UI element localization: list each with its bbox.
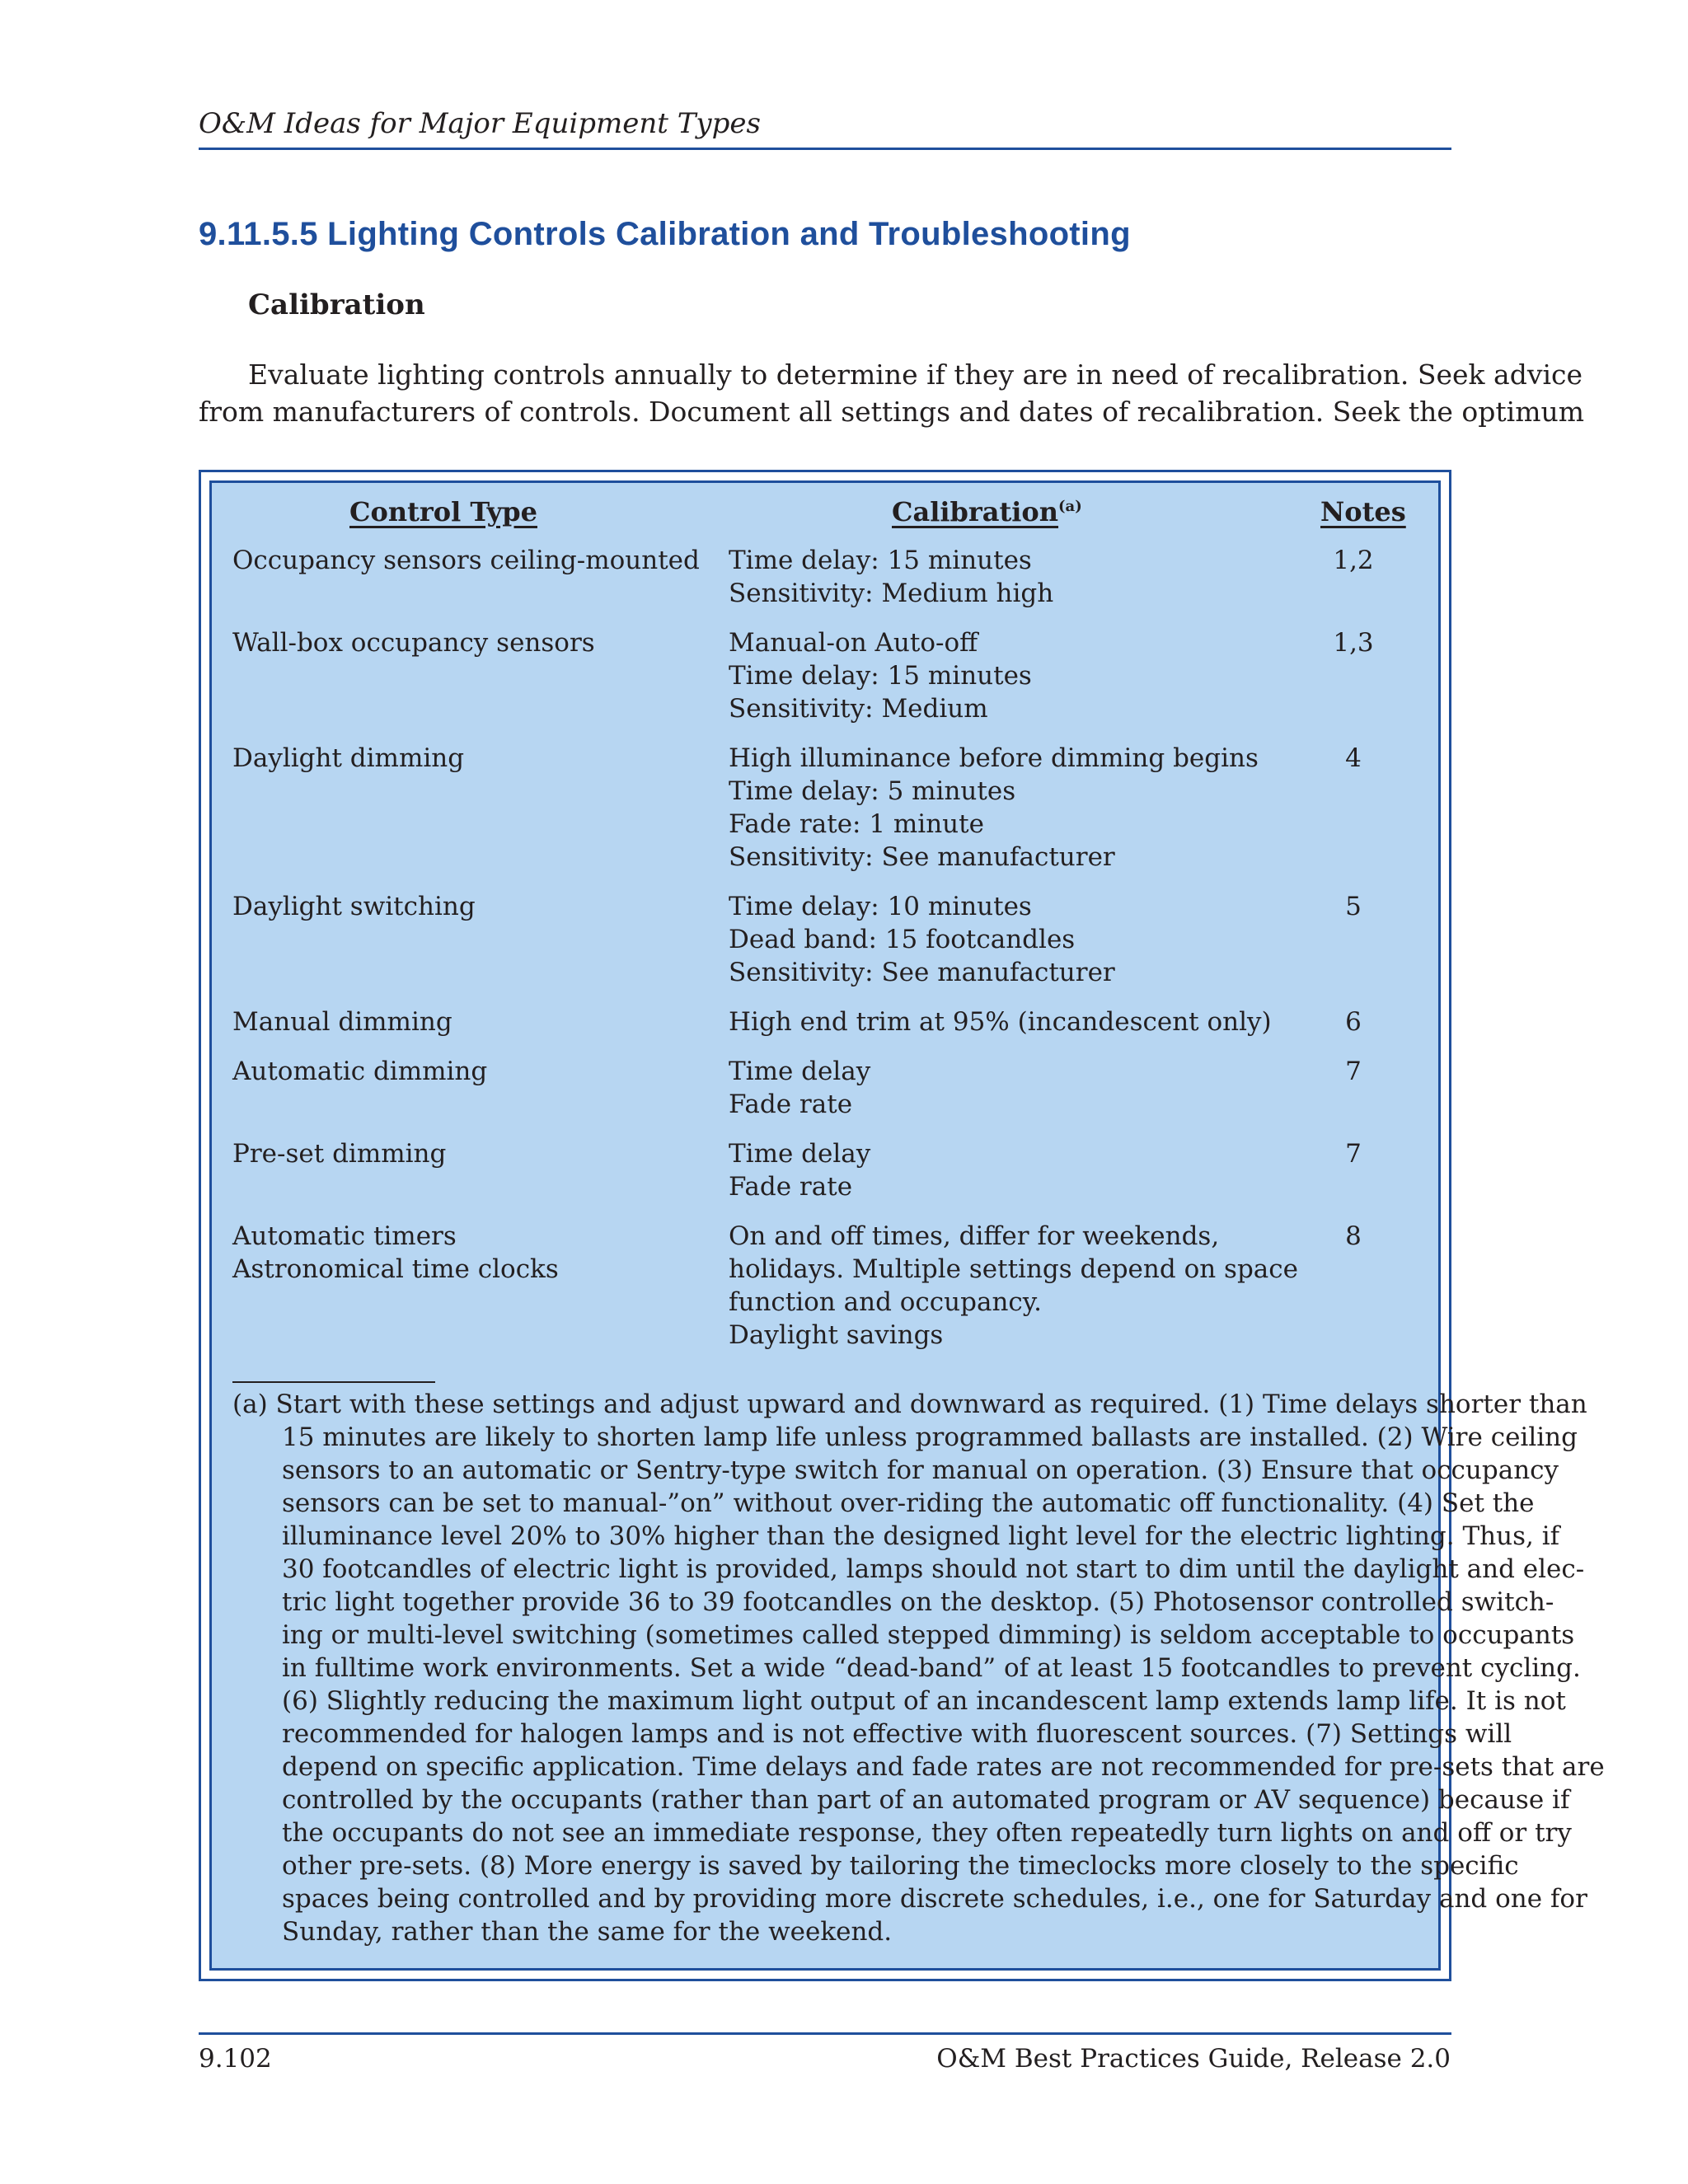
calibration-text: Time delay bbox=[729, 1057, 871, 1086]
calibration-text: Sensitivity: See manufacturer bbox=[729, 958, 1115, 987]
footnote-line: 30 footcandles of electric light is provided, lamps should not start to dim until the daylight and elec- bbox=[282, 1554, 1585, 1584]
header-rule bbox=[199, 148, 1451, 150]
calibration-cell bbox=[729, 1137, 1273, 1203]
control-type-text: Automatic dimming bbox=[232, 1057, 488, 1086]
calibration-text: Dead band: 15 footcandles bbox=[729, 925, 1076, 954]
footnote-line: illuminance level 20% to 30% higher than the designed light level for the electric lighting. Thus, if bbox=[282, 1521, 1560, 1551]
footnote-rule bbox=[232, 1381, 435, 1383]
control-type-text: Automatic timers bbox=[232, 1221, 457, 1251]
notes-cell: 7 bbox=[1345, 1057, 1362, 1086]
footnote-line: (a) Start with these settings and adjust upward and downward as required. (1) Time delays shorter than bbox=[232, 1390, 1587, 1419]
column-header-calibration bbox=[892, 496, 1082, 527]
footer-rule bbox=[199, 2032, 1451, 2035]
calibration-text: Time delay bbox=[729, 1139, 871, 1169]
subheading: Calibration bbox=[248, 288, 425, 321]
running-header: O&M Ideas for Major Equipment Types bbox=[199, 107, 761, 140]
column-header-control-type: Control Type bbox=[349, 496, 537, 527]
calibration-cell bbox=[729, 626, 1273, 725]
intro-paragraph bbox=[199, 356, 1585, 430]
calibration-text: Fade rate bbox=[729, 1172, 853, 1202]
calibration-text: On and off times, differ for weekends, bbox=[729, 1221, 1220, 1251]
page-number: 9.102 bbox=[199, 2044, 272, 2074]
calibration-text: High end trim at 95% (incandescent only) bbox=[729, 1007, 1272, 1037]
calibration-cell bbox=[729, 544, 1273, 610]
calibration-text: Fade rate bbox=[729, 1090, 853, 1119]
intro-line: Evaluate lighting controls annually to determine if they are in need of recalibration. Seek advice bbox=[248, 359, 1583, 391]
calibration-text: Fade rate: 1 minute bbox=[729, 809, 984, 839]
footnote-line: recommended for halogen lamps and is not effective with fluorescent sources. (7) Settings will bbox=[282, 1719, 1512, 1749]
control-type-cell bbox=[232, 1055, 710, 1088]
control-type-text: Wall-box occupancy sensors bbox=[232, 628, 595, 658]
calibration-text: Time delay: 5 minutes bbox=[729, 776, 1016, 806]
control-type-cell bbox=[232, 1220, 710, 1286]
footnote-line: in fulltime work environments. Set a wide “dead-band” of at least 15 footcandles to prevent cycling. bbox=[282, 1653, 1581, 1683]
footnote-line: other pre-sets. (8) More energy is saved by tailoring the timeclocks more closely to the specific bbox=[282, 1851, 1519, 1881]
footnote-line: controlled by the occupants (rather than part of an automated program or AV sequence) because if bbox=[282, 1785, 1570, 1815]
control-type-cell bbox=[232, 544, 710, 577]
control-type-cell bbox=[232, 742, 710, 775]
footnote-line: Sunday, rather than the same for the weekend. bbox=[282, 1917, 893, 1947]
intro-line: from manufacturers of controls. Document all settings and dates of recalibration. Seek the optimum bbox=[199, 396, 1585, 428]
calibration-text: Time delay: 15 minutes bbox=[729, 546, 1032, 575]
footnote-line: spaces being controlled and by providing more discrete schedules, i.e., one for Saturday and one for bbox=[282, 1884, 1587, 1914]
notes-cell: 7 bbox=[1345, 1139, 1362, 1169]
control-type-text: Pre-set dimming bbox=[232, 1139, 447, 1169]
control-type-text: Occupancy sensors ceiling-mounted bbox=[232, 546, 700, 575]
calibration-text: Daylight savings bbox=[729, 1320, 944, 1350]
control-type-cell bbox=[232, 1137, 710, 1170]
calibration-cell bbox=[729, 1220, 1298, 1352]
control-type-cell bbox=[232, 626, 710, 659]
calibration-text: Sensitivity: Medium high bbox=[729, 579, 1054, 608]
calibration-cell bbox=[729, 1005, 1273, 1038]
notes-cell: 1,2 bbox=[1333, 546, 1374, 575]
footnote-line: tric light together provide 36 to 39 footcandles on the desktop. (5) Photosensor controlled switch- bbox=[282, 1587, 1554, 1617]
footnote-line: ing or multi-level switching (sometimes called stepped dimming) is seldom acceptable to occupants bbox=[282, 1620, 1575, 1650]
calibration-text: High illuminance before dimming begins bbox=[729, 743, 1259, 773]
table-footnote bbox=[232, 1388, 1605, 1948]
calibration-cell bbox=[729, 890, 1273, 989]
control-type-text: Manual dimming bbox=[232, 1007, 452, 1037]
calibration-footnote-marker: (a) bbox=[1058, 498, 1082, 516]
footnote-line: (6) Slightly reducing the maximum light output of an incandescent lamp extends lamp life. It is not bbox=[282, 1686, 1566, 1716]
control-type-cell bbox=[232, 1005, 710, 1038]
calibration-cell bbox=[729, 742, 1273, 874]
calibration-text: Time delay: 15 minutes bbox=[729, 661, 1032, 691]
footnote-line: 15 minutes are likely to shorten lamp life unless programmed ballasts are installed. (2) Wire ceiling bbox=[282, 1422, 1578, 1452]
calibration-text: Time delay: 10 minutes bbox=[729, 892, 1032, 921]
control-type-cell bbox=[232, 890, 710, 923]
footnote-line: the occupants do not see an immediate response, they often repeatedly turn lights on and off or try bbox=[282, 1818, 1572, 1848]
calibration-text: function and occupancy. bbox=[729, 1287, 1043, 1317]
control-type-text: Astronomical time clocks bbox=[232, 1254, 559, 1284]
column-header-notes: Notes bbox=[1320, 496, 1406, 527]
control-type-text: Daylight dimming bbox=[232, 743, 465, 773]
calibration-cell bbox=[729, 1055, 1273, 1121]
footnote-line: depend on specific application. Time delays and fade rates are not recommended for pre-sets that are bbox=[282, 1752, 1605, 1782]
notes-cell: 1,3 bbox=[1333, 628, 1374, 658]
footnote-line: sensors to an automatic or Sentry-type switch for manual on operation. (3) Ensure that occupancy bbox=[282, 1455, 1559, 1485]
notes-cell: 4 bbox=[1345, 743, 1362, 773]
footnote-line: sensors can be set to manual-”on” without over-riding the automatic off functionality. (4) Set the bbox=[282, 1488, 1535, 1518]
footer-guide-title: O&M Best Practices Guide, Release 2.0 bbox=[936, 2044, 1451, 2074]
notes-cell: 5 bbox=[1345, 892, 1362, 921]
calibration-text: holidays. Multiple settings depend on space bbox=[729, 1254, 1298, 1284]
calibration-header-label: Calibration bbox=[892, 496, 1059, 527]
calibration-text: Manual-on Auto-off bbox=[729, 628, 978, 658]
calibration-text: Sensitivity: See manufacturer bbox=[729, 842, 1115, 872]
notes-cell: 6 bbox=[1345, 1007, 1362, 1037]
section-heading: 9.11.5.5 Lighting Controls Calibration and Troubleshooting bbox=[199, 216, 1131, 252]
notes-cell: 8 bbox=[1345, 1221, 1362, 1251]
control-type-text: Daylight switching bbox=[232, 892, 476, 921]
calibration-text: Sensitivity: Medium bbox=[729, 694, 988, 724]
